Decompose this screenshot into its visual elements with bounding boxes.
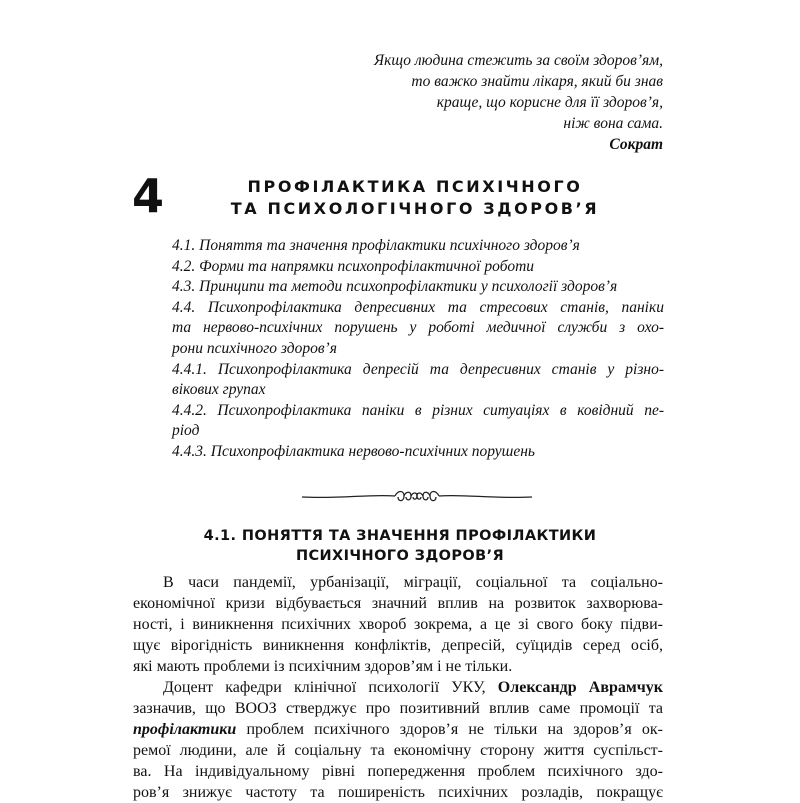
paragraph-line: ремої людини, але й соціальну та економічну сторону життя суспільст- (133, 742, 663, 759)
chapter-title-line: ТА ПСИХОЛОГІЧНОГО ЗДОРОВ’Я (230, 199, 600, 218)
paragraph-text: Доцент кафедри клінічної психології УКУ, (163, 679, 498, 696)
body-text (133, 572, 663, 803)
paragraph-line: В часи пандемії, урбанізації, міграції, соціальної та соціально- (163, 574, 663, 591)
toc-item: 4.4.2. Психопрофілактика паніки в різних ситуаціях в ковідний пе- (172, 401, 664, 419)
chapter-title-line: ПРОФІЛАКТИКА ПСИХІЧНОГО (247, 177, 583, 196)
toc-item: 4.4.3. Психопрофілактика нервово-психічних порушень (172, 442, 535, 460)
paragraph-line (133, 677, 663, 698)
emphasis-term: профілактики (133, 721, 237, 738)
toc-item-continuation: ріод (172, 422, 200, 440)
epigraph-line: то важко знайти лікаря, який би знав (411, 73, 663, 90)
toc-item: 4.3. Принципи та методи психопрофілактики у психології здоров’я (172, 278, 618, 296)
toc-item: 4.4. Психопрофілактика депресивних та стресових станів, паніки (172, 298, 664, 316)
toc-item: 4.4.1. Психопрофілактика депресій та депресивних станів у різно- (172, 360, 664, 378)
epigraph-line: краще, що корисне для її здоров’я, (436, 94, 663, 111)
epigraph (300, 50, 663, 155)
toc-item-continuation: вікових групах (172, 381, 266, 399)
paragraph-line: ності, і виникнення психічних хвороб зокрема, а це зі свого боку підви- (133, 616, 663, 633)
paragraph-line (133, 719, 663, 740)
paragraph-line: зазначив, що ВООЗ стверджує про позитивний вплив саме промоції та (133, 700, 663, 717)
chapter-number: 4 (132, 169, 165, 223)
section-title (130, 526, 670, 566)
paragraph-line: ва. На індивідуальному рівні попередження проблем психічного здо- (133, 763, 663, 780)
epigraph-author: Сократ (609, 136, 663, 153)
toc-item-continuation: та нервово-психічних порушень у роботі медичної служби з охо- (172, 319, 664, 337)
chapter-title (200, 176, 630, 220)
toc-item: 4.1. Поняття та значення профілактики психічного здоров’я (172, 237, 580, 254)
paragraph-line: які мають проблеми із психічним здоров’ям і не тільки. (133, 658, 513, 675)
epigraph-line: ніж вона сама. (563, 115, 663, 132)
ornament-divider-icon (300, 486, 534, 506)
toc-item: 4.2. Форми та напрямки психопрофілактичної роботи (172, 257, 535, 275)
section-title-line: 4.1. ПОНЯТТЯ ТА ЗНАЧЕННЯ ПРОФІЛАКТИКИ (203, 528, 597, 544)
paragraph-line: економічної кризи відбувається значний вплив на розвиток захворюва- (133, 595, 663, 612)
chapter-contents (172, 236, 664, 463)
section-title-line: ПСИХІЧНОГО ЗДОРОВ’Я (295, 548, 505, 564)
epigraph-line: Якщо людина стежить за своїм здоров’ям, (373, 52, 663, 69)
paragraph-text: проблем психічного здоров’я не тільки на здоров’я ок- (236, 721, 663, 738)
paragraph-line: ров’я знижує частоту та поширеність психічних розладів, покращує (133, 784, 663, 801)
toc-item-continuation: рони психічного здоров’я (172, 339, 337, 357)
person-name: Олександр Аврамчук (497, 679, 663, 696)
paragraph-line: щує вірогідність виникнення конфліктів, депресій, суїцидів серед осіб, (133, 637, 663, 654)
